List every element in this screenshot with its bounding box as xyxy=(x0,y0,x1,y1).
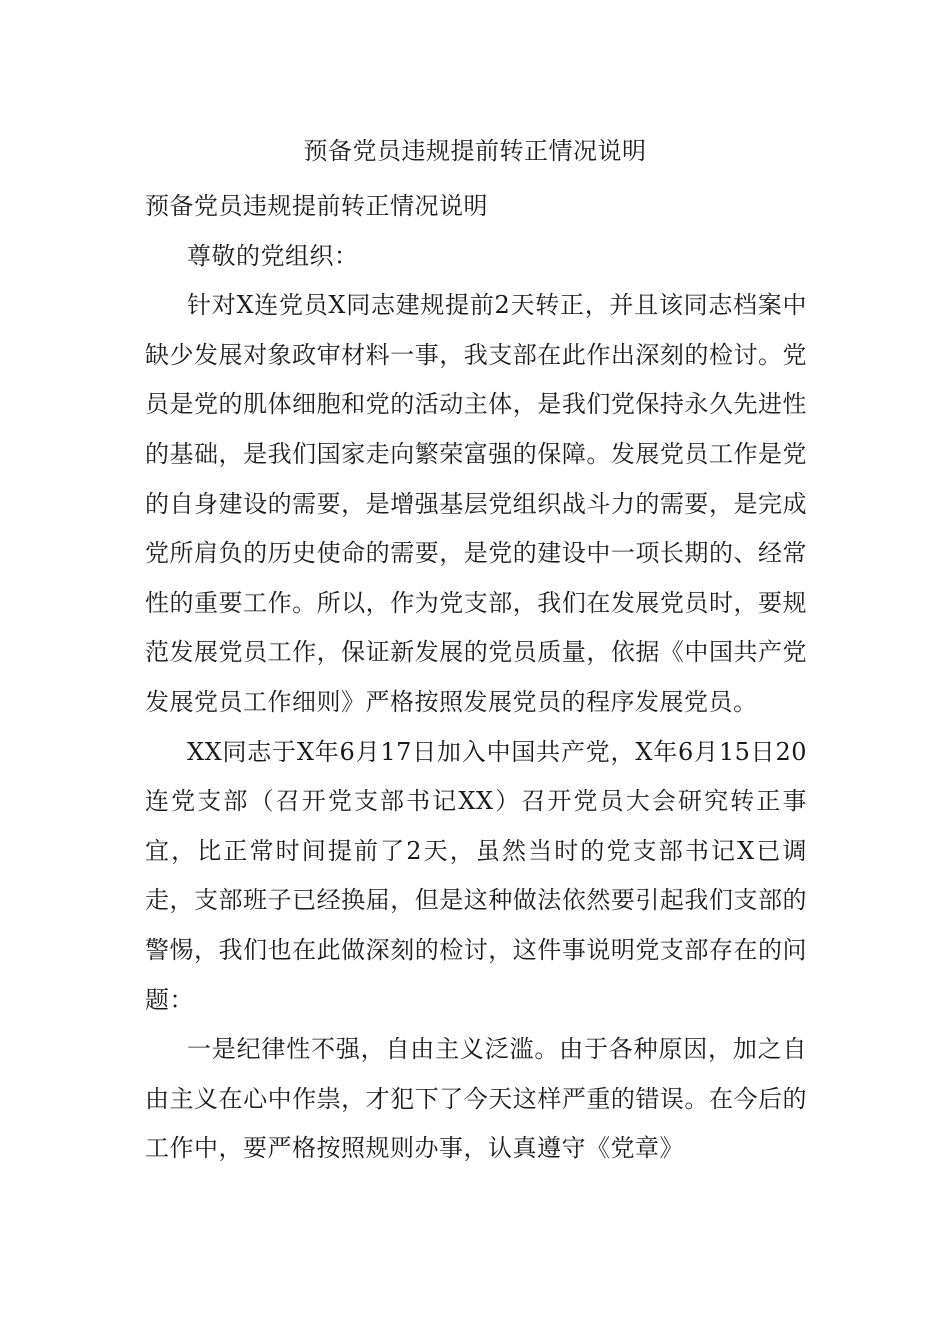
document-subtitle: 预备党员违规提前转正情况说明 xyxy=(145,192,488,220)
document-body xyxy=(145,182,807,1174)
paragraph-2: XX同志于X年6月17日加入中国共产党，X年6月15日20连党支部（召开党支部书记XX）召开党员大会研究转正事宜，比正常时间提前了2天，虽然当时的党支部书记X已调走，支部班子已经换届，但是这种做法依然要引起我们支部的警惕，我们也在此做深刻的检讨，这件事说明党支部存在的问题： xyxy=(145,737,807,1014)
document-title: 预备党员违规提前转正情况说明 xyxy=(303,137,647,165)
paragraph-3: 一是纪律性不强，自由主义泛滥。由于各种原因，加之自由主义在心中作祟，才犯下了今天这样严重的错误。在今后的工作中，要严格按照规则办事，认真遵守《党章》 xyxy=(145,1035,807,1163)
paragraph-1: 针对X连党员X同志建规提前2天转正，并且该同志档案中缺少发展对象政审材料一事，我支部在此作出深刻的检讨。党员是党的肌体细胞和党的活动主体，是我们党保持永久先进性的基础，是我们国家走向繁荣富强的保障。发展党员工作是党的自身建设的需要，是增强基层党组织战斗力的需要，是完成党所肩负的历史使命的需要，是党的建设中一项长期的、经常性的重要工作。所以，作为党支部，我们在发展党员时，要规范发展党员工作，保证新发展的党员质量，依据《中国共产党发展党员工作细则》严格按照发展党员的程序发展党员。 xyxy=(145,291,807,716)
salutation: 尊敬的党组织： xyxy=(187,241,359,270)
